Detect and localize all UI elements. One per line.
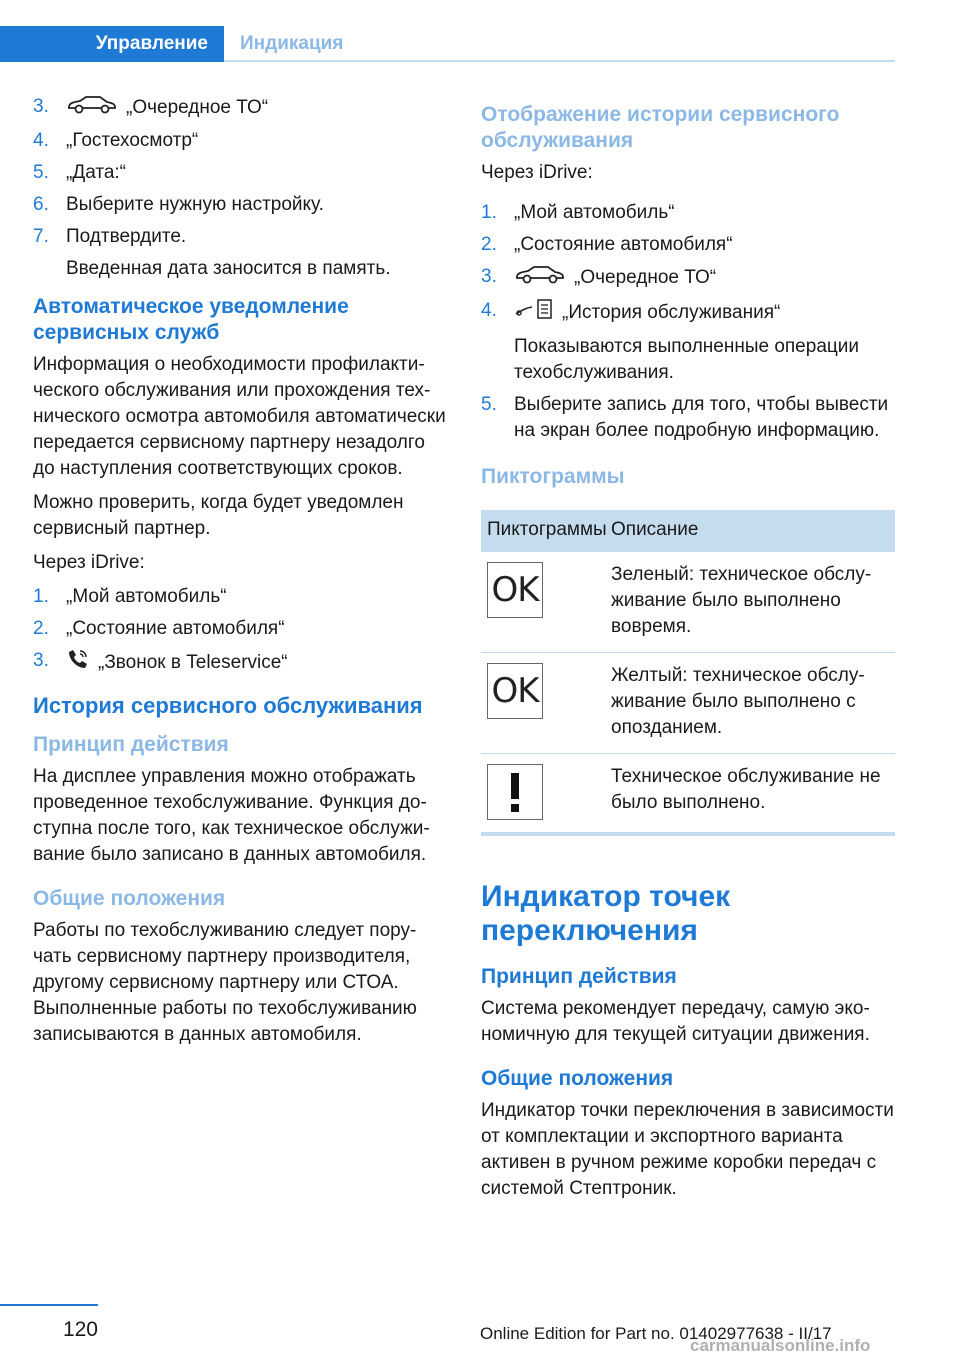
- step-number: 4.: [33, 130, 49, 151]
- section-heading-display-history: Отображение истории сервисного обслуживания: [481, 103, 840, 152]
- section-heading-service-history: История сервисного обслуживания: [33, 693, 423, 718]
- list-item: [481, 264, 895, 292]
- section-heading-pictograms: Пиктограммы: [481, 465, 625, 488]
- watermark: carmanualsonline.info: [690, 1336, 871, 1355]
- step-subtext: Введенная дата заносится в память.: [66, 258, 391, 279]
- paragraph: Можно проверить, когда будет уведомлен сервисный партнер.: [33, 492, 404, 539]
- subheading-general: Общие положения: [481, 1067, 674, 1090]
- paragraph: Индикатор точки переключения в зависимости от комплектации и экспортного варианта активен в ручном режиме коробки передач с системой Стептроник.: [481, 1100, 894, 1199]
- paragraph: Работы по техобслуживанию следует поручать сервисному партнеру производителя, другому сервисному партнеру или СТОА. Выполненные работы по техобслуживанию записываются в данных автомобиля.: [33, 920, 417, 1045]
- step-number: 2.: [481, 234, 497, 255]
- step-number: 7.: [33, 226, 49, 247]
- tab-upravlenie[interactable]: Управление: [0, 26, 224, 62]
- paragraph: Через iDrive:: [481, 162, 593, 183]
- tab-indikatsiya[interactable]: Индикация: [240, 33, 344, 54]
- step-number: 4.: [481, 300, 497, 321]
- list-item: [33, 224, 447, 282]
- step-text: „История обслуживания“: [562, 302, 781, 324]
- step-number: 1.: [33, 586, 49, 607]
- subheading-general: Общие положения: [33, 887, 226, 910]
- step-text: Подтвердите.: [66, 226, 187, 247]
- table-cell: Техническое обслуживание не было выполнено.: [611, 766, 881, 813]
- step-number: 3.: [33, 650, 49, 671]
- step-text: Выберите запись для того, чтобы вывести на экран более подробную информацию.: [514, 394, 889, 441]
- car-icon: [66, 94, 118, 122]
- list-item: [33, 128, 447, 154]
- step-text: „Гостехосмотр“: [66, 130, 199, 151]
- list-item: [33, 160, 447, 186]
- step-text: „Состояние автомобиля“: [66, 618, 285, 639]
- table-row: [481, 653, 895, 754]
- edition-text: Online Edition for Part no. 01402977638 - II/17: [480, 1324, 832, 1343]
- exclamation-icon: [487, 764, 543, 820]
- step-text: „Состояние автомобиля“: [514, 234, 733, 255]
- section-heading-shift-indicator: Индикатор точек переключения: [481, 880, 731, 947]
- step-number: 2.: [33, 618, 49, 639]
- page-number: 120: [62, 1318, 98, 1341]
- left-column: [33, 94, 447, 1056]
- step-text: „Звонок в Teleservice“: [98, 652, 288, 674]
- right-column: [481, 94, 895, 1210]
- step-text: „Дата:“: [66, 162, 127, 183]
- teleservice-icon: [66, 648, 90, 678]
- step-number: 1.: [481, 202, 497, 223]
- step-text: „Очередное ТО“: [126, 97, 269, 119]
- step-text: „Мой автомобиль“: [66, 586, 227, 607]
- service-history-icon: [514, 298, 554, 328]
- step-number: 3.: [33, 96, 49, 117]
- list-item: [33, 648, 447, 678]
- list-item: [33, 94, 447, 122]
- list-item: [33, 192, 447, 218]
- header-tabs: [0, 26, 895, 62]
- steps-auto-list: [33, 584, 447, 678]
- step-text: „Мой автомобиль“: [514, 202, 675, 223]
- ok-yellow-icon: OK: [487, 663, 543, 719]
- paragraph: Через iDrive:: [33, 552, 145, 573]
- list-item: [481, 232, 895, 258]
- table-row: [481, 552, 895, 653]
- section-heading-auto-notification: Автоматическое уведомление сервисных служб: [33, 295, 349, 344]
- footer-divider: [0, 1304, 98, 1306]
- paragraph: Информация о необходимости профилактического обслуживания или прохождения технического осмотра автомобиля автоматически передается сервисному партнеру незадолго до наступления соответствующих сроков.: [33, 354, 446, 479]
- paragraph: Система рекомендует передачу, самую экономичную для текущей ситуации движения.: [481, 998, 870, 1045]
- subheading-principle: Принцип действия: [481, 965, 677, 988]
- column-header-description: Описание: [611, 519, 699, 540]
- list-item: [33, 616, 447, 642]
- step-number: 5.: [481, 394, 497, 415]
- step-number: 6.: [33, 194, 49, 215]
- table-header: [481, 510, 895, 552]
- table-cell: Желтый: техническое обслуживание было выполнено с опозданием.: [611, 665, 865, 738]
- step-number: 3.: [481, 266, 497, 287]
- pictogram-table: [481, 510, 895, 836]
- table-cell: Зеленый: техническое обслуживание было выполнено вовремя.: [611, 564, 872, 637]
- list-item: [481, 200, 895, 226]
- list-item: [481, 298, 895, 386]
- car-icon: [514, 264, 566, 292]
- list-item: [481, 392, 895, 444]
- paragraph: На дисплее управления можно отображать проведенное техобслуживание. Функция доступна после того, как техническое обслуживание было записано в данных автомобиля.: [33, 766, 430, 865]
- steps-top-list: [33, 94, 447, 282]
- list-item: [33, 584, 447, 610]
- column-header-pictograms: Пиктограммы: [487, 519, 607, 540]
- step-subtext: Показываются выполненные операции техобслуживания.: [514, 336, 859, 383]
- step-number: 5.: [33, 162, 49, 183]
- step-text: Выберите нужную настройку.: [66, 194, 324, 215]
- step-text: „Очередное ТО“: [574, 267, 717, 289]
- steps-display-list: [481, 200, 895, 444]
- subheading-principle: Принцип действия: [33, 733, 229, 756]
- ok-green-icon: OK: [487, 562, 543, 618]
- table-row: [481, 754, 895, 832]
